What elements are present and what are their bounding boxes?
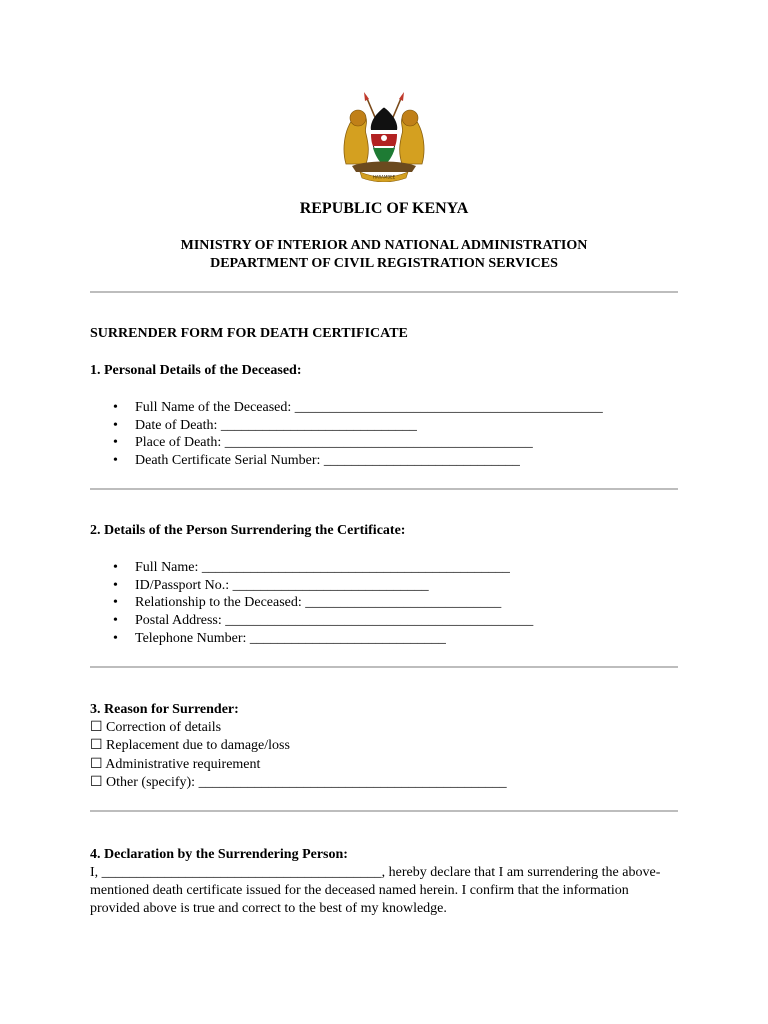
field-date-of-death[interactable]: • Date of Death: ____________________________ bbox=[135, 417, 603, 435]
field-full-name[interactable]: • Full Name: ____________________________________________ bbox=[135, 559, 533, 577]
section-2-fields bbox=[90, 559, 533, 648]
section-3-title: 3. Reason for Surrender: bbox=[90, 702, 239, 717]
checkbox-other[interactable]: ☐ Other (specify): ____________________________________________ bbox=[90, 774, 507, 790]
field-telephone[interactable]: • Telephone Number: ____________________________ bbox=[135, 630, 533, 648]
section-1-fields bbox=[90, 399, 603, 470]
checkbox-administrative[interactable]: ☐ Administrative requirement bbox=[90, 756, 261, 772]
emblem-motto: HARAMBEE bbox=[372, 174, 396, 180]
section-4-title: 4. Declaration by the Surrendering Person: bbox=[90, 847, 348, 862]
checkbox-correction[interactable]: ☐ Correction of details bbox=[90, 720, 222, 735]
form-title: SURRENDER FORM FOR DEATH CERTIFICATE bbox=[90, 326, 408, 341]
field-certificate-serial[interactable]: • Death Certificate Serial Number: ____________________________ bbox=[135, 452, 603, 470]
declaration-text: I, ________________________________________, hereby declare that I am surrendering the above-mentioned death certificate issued for the deceased named herein. I confirm that the information provided above is true and correct to the best of my knowledge. bbox=[90, 865, 661, 916]
coat-of-arms-emblem bbox=[336, 90, 432, 182]
divider bbox=[90, 666, 678, 668]
field-place-of-death[interactable]: • Place of Death: ____________________________________________ bbox=[135, 434, 603, 452]
section-2-title: 2. Details of the Person Surrendering the Certificate: bbox=[90, 523, 406, 538]
ministry-heading bbox=[0, 237, 768, 273]
field-postal-address[interactable]: • Postal Address: ____________________________________________ bbox=[135, 612, 533, 630]
field-deceased-name[interactable]: • Full Name of the Deceased: ____________________________________________ bbox=[135, 399, 603, 417]
section-1-title: 1. Personal Details of the Deceased: bbox=[90, 363, 302, 378]
field-id-passport[interactable]: • ID/Passport No.: ____________________________ bbox=[135, 577, 533, 595]
ministry-name: MINISTRY OF INTERIOR AND NATIONAL ADMINISTRATION bbox=[180, 238, 588, 253]
country-heading: REPUBLIC OF KENYA bbox=[299, 200, 469, 217]
divider bbox=[90, 810, 678, 812]
field-relationship[interactable]: • Relationship to the Deceased: ____________________________ bbox=[135, 594, 533, 612]
department-name: DEPARTMENT OF CIVIL REGISTRATION SERVICES bbox=[210, 256, 558, 271]
checkbox-replacement[interactable]: ☐ Replacement due to damage/loss bbox=[90, 738, 290, 754]
divider bbox=[90, 488, 678, 490]
divider bbox=[90, 291, 678, 293]
reason-options bbox=[90, 719, 507, 792]
